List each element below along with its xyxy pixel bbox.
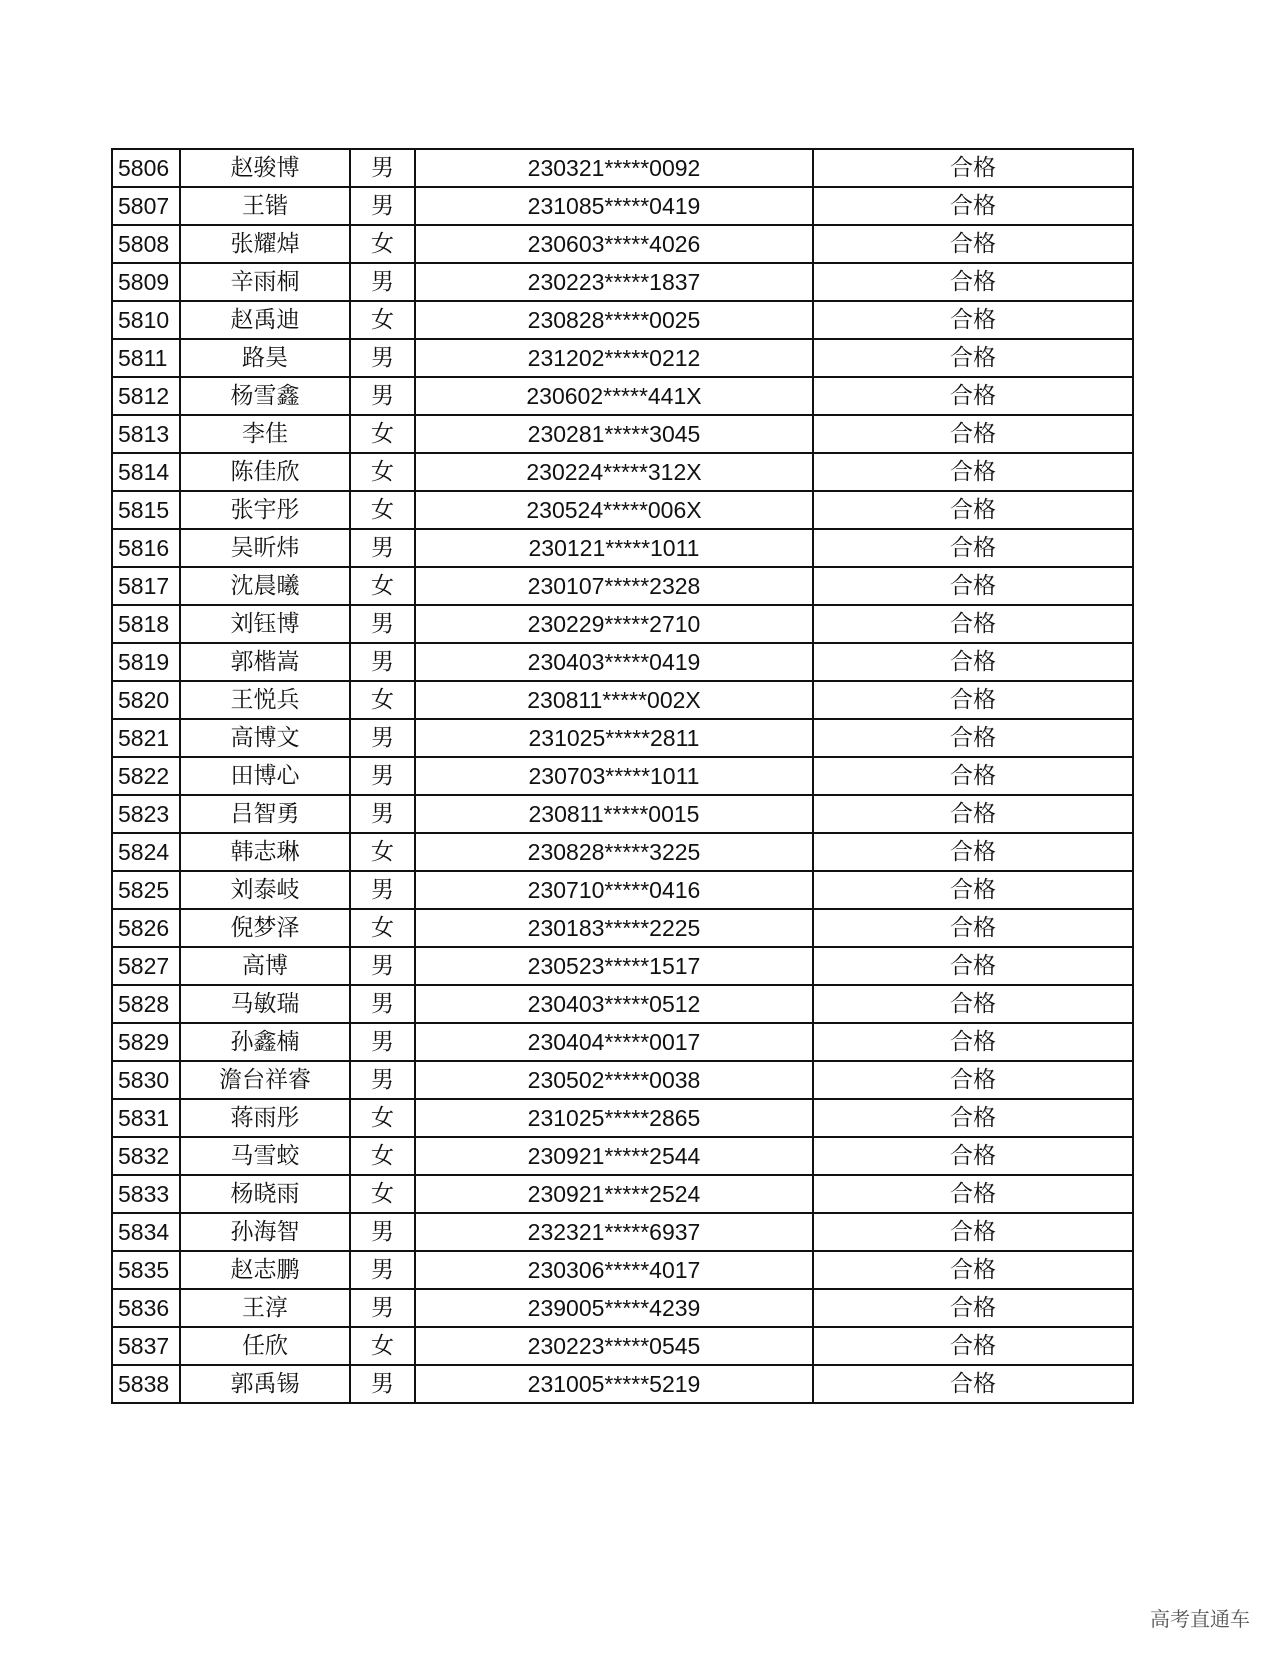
cell-gender: 男 <box>350 719 415 757</box>
cell-id-number: 230921*****2544 <box>415 1137 813 1175</box>
cell-name: 倪梦泽 <box>180 909 350 947</box>
cell-result: 合格 <box>813 225 1133 263</box>
cell-id-number: 230321*****0092 <box>415 149 813 187</box>
cell-id-number: 230710*****0416 <box>415 871 813 909</box>
cell-result: 合格 <box>813 947 1133 985</box>
cell-gender: 女 <box>350 491 415 529</box>
cell-id-number: 230523*****1517 <box>415 947 813 985</box>
cell-name: 刘泰岐 <box>180 871 350 909</box>
cell-name: 赵禹迪 <box>180 301 350 339</box>
table-row <box>112 795 1133 833</box>
cell-number: 5822 <box>112 757 180 795</box>
cell-id-number: 230183*****2225 <box>415 909 813 947</box>
cell-number: 5812 <box>112 377 180 415</box>
cell-number: 5834 <box>112 1213 180 1251</box>
cell-gender: 男 <box>350 1023 415 1061</box>
cell-number: 5813 <box>112 415 180 453</box>
cell-result: 合格 <box>813 1289 1133 1327</box>
cell-result: 合格 <box>813 491 1133 529</box>
cell-gender: 男 <box>350 795 415 833</box>
cell-number: 5835 <box>112 1251 180 1289</box>
cell-number: 5808 <box>112 225 180 263</box>
cell-number: 5809 <box>112 263 180 301</box>
cell-name: 赵志鹏 <box>180 1251 350 1289</box>
cell-name: 马敏瑞 <box>180 985 350 1023</box>
cell-name: 路昊 <box>180 339 350 377</box>
cell-gender: 男 <box>350 757 415 795</box>
table-row <box>112 149 1133 187</box>
cell-number: 5825 <box>112 871 180 909</box>
cell-id-number: 230502*****0038 <box>415 1061 813 1099</box>
table-row <box>112 1213 1133 1251</box>
table-row <box>112 225 1133 263</box>
cell-id-number: 230603*****4026 <box>415 225 813 263</box>
cell-id-number: 230524*****006X <box>415 491 813 529</box>
cell-id-number: 230107*****2328 <box>415 567 813 605</box>
watermark-text: 高考直通车 <box>1150 1607 1250 1631</box>
cell-gender: 女 <box>350 681 415 719</box>
cell-result: 合格 <box>813 985 1133 1023</box>
cell-name: 王锴 <box>180 187 350 225</box>
cell-id-number: 230811*****0015 <box>415 795 813 833</box>
cell-result: 合格 <box>813 833 1133 871</box>
cell-id-number: 230602*****441X <box>415 377 813 415</box>
cell-result: 合格 <box>813 377 1133 415</box>
cell-name: 王淳 <box>180 1289 350 1327</box>
cell-name: 吕智勇 <box>180 795 350 833</box>
cell-id-number: 230921*****2524 <box>415 1175 813 1213</box>
cell-name: 田博心 <box>180 757 350 795</box>
cell-number: 5816 <box>112 529 180 567</box>
cell-number: 5807 <box>112 187 180 225</box>
cell-result: 合格 <box>813 301 1133 339</box>
cell-result: 合格 <box>813 1137 1133 1175</box>
cell-id-number: 230703*****1011 <box>415 757 813 795</box>
cell-number: 5831 <box>112 1099 180 1137</box>
cell-gender: 男 <box>350 263 415 301</box>
table-row <box>112 909 1133 947</box>
cell-id-number: 231202*****0212 <box>415 339 813 377</box>
cell-name: 高博文 <box>180 719 350 757</box>
table-row <box>112 1061 1133 1099</box>
cell-name: 孙海智 <box>180 1213 350 1251</box>
cell-number: 5810 <box>112 301 180 339</box>
table-row <box>112 1137 1133 1175</box>
cell-gender: 男 <box>350 529 415 567</box>
cell-number: 5829 <box>112 1023 180 1061</box>
table-row <box>112 1365 1133 1403</box>
table-row <box>112 377 1133 415</box>
cell-gender: 女 <box>350 225 415 263</box>
cell-id-number: 230306*****4017 <box>415 1251 813 1289</box>
cell-name: 郭楷嵩 <box>180 643 350 681</box>
cell-gender: 男 <box>350 187 415 225</box>
cell-number: 5838 <box>112 1365 180 1403</box>
cell-gender: 女 <box>350 1137 415 1175</box>
cell-result: 合格 <box>813 1365 1133 1403</box>
table-row <box>112 1023 1133 1061</box>
cell-name: 澹台祥睿 <box>180 1061 350 1099</box>
cell-number: 5824 <box>112 833 180 871</box>
cell-result: 合格 <box>813 1099 1133 1137</box>
cell-number: 5837 <box>112 1327 180 1365</box>
cell-number: 5821 <box>112 719 180 757</box>
table-row <box>112 453 1133 491</box>
cell-result: 合格 <box>813 757 1133 795</box>
cell-result: 合格 <box>813 909 1133 947</box>
cell-number: 5830 <box>112 1061 180 1099</box>
table-row <box>112 1099 1133 1137</box>
cell-id-number: 230223*****1837 <box>415 263 813 301</box>
table-row <box>112 1175 1133 1213</box>
table-row <box>112 491 1133 529</box>
cell-gender: 女 <box>350 453 415 491</box>
cell-id-number: 230403*****0512 <box>415 985 813 1023</box>
table-row <box>112 643 1133 681</box>
table-row <box>112 415 1133 453</box>
cell-result: 合格 <box>813 795 1133 833</box>
cell-number: 5832 <box>112 1137 180 1175</box>
cell-number: 5827 <box>112 947 180 985</box>
cell-name: 沈晨曦 <box>180 567 350 605</box>
cell-id-number: 239005*****4239 <box>415 1289 813 1327</box>
cell-result: 合格 <box>813 1251 1133 1289</box>
cell-number: 5820 <box>112 681 180 719</box>
cell-name: 王悦兵 <box>180 681 350 719</box>
table-row <box>112 985 1133 1023</box>
cell-id-number: 230403*****0419 <box>415 643 813 681</box>
cell-gender: 男 <box>350 1251 415 1289</box>
cell-name: 李佳 <box>180 415 350 453</box>
cell-id-number: 230224*****312X <box>415 453 813 491</box>
cell-id-number: 230121*****1011 <box>415 529 813 567</box>
cell-number: 5823 <box>112 795 180 833</box>
cell-number: 5815 <box>112 491 180 529</box>
cell-gender: 女 <box>350 301 415 339</box>
results-table <box>111 148 1134 1404</box>
cell-number: 5817 <box>112 567 180 605</box>
cell-gender: 女 <box>350 909 415 947</box>
results-table-body <box>112 149 1133 1403</box>
cell-result: 合格 <box>813 529 1133 567</box>
cell-id-number: 231025*****2865 <box>415 1099 813 1137</box>
cell-gender: 男 <box>350 1365 415 1403</box>
table-row <box>112 187 1133 225</box>
cell-result: 合格 <box>813 681 1133 719</box>
cell-number: 5806 <box>112 149 180 187</box>
table-row <box>112 605 1133 643</box>
cell-number: 5818 <box>112 605 180 643</box>
cell-id-number: 230811*****002X <box>415 681 813 719</box>
cell-id-number: 230229*****2710 <box>415 605 813 643</box>
cell-gender: 男 <box>350 1061 415 1099</box>
cell-gender: 男 <box>350 1213 415 1251</box>
cell-name: 辛雨桐 <box>180 263 350 301</box>
cell-number: 5811 <box>112 339 180 377</box>
cell-gender: 女 <box>350 567 415 605</box>
cell-gender: 女 <box>350 1099 415 1137</box>
table-row <box>112 833 1133 871</box>
cell-name: 韩志琳 <box>180 833 350 871</box>
cell-name: 马雪蛟 <box>180 1137 350 1175</box>
cell-result: 合格 <box>813 453 1133 491</box>
cell-id-number: 232321*****6937 <box>415 1213 813 1251</box>
cell-id-number: 231085*****0419 <box>415 187 813 225</box>
cell-name: 张宇彤 <box>180 491 350 529</box>
cell-id-number: 230828*****0025 <box>415 301 813 339</box>
cell-name: 赵骏博 <box>180 149 350 187</box>
table-row <box>112 301 1133 339</box>
cell-name: 吴昕炜 <box>180 529 350 567</box>
table-row <box>112 719 1133 757</box>
cell-result: 合格 <box>813 1023 1133 1061</box>
cell-name: 郭禹锡 <box>180 1365 350 1403</box>
cell-gender: 男 <box>350 149 415 187</box>
cell-result: 合格 <box>813 263 1133 301</box>
cell-result: 合格 <box>813 187 1133 225</box>
cell-id-number: 230281*****3045 <box>415 415 813 453</box>
cell-result: 合格 <box>813 643 1133 681</box>
cell-name: 蒋雨彤 <box>180 1099 350 1137</box>
table-row <box>112 529 1133 567</box>
cell-result: 合格 <box>813 1175 1133 1213</box>
cell-name: 杨雪鑫 <box>180 377 350 415</box>
cell-result: 合格 <box>813 871 1133 909</box>
cell-gender: 男 <box>350 1289 415 1327</box>
cell-id-number: 231005*****5219 <box>415 1365 813 1403</box>
cell-name: 张耀焯 <box>180 225 350 263</box>
cell-gender: 女 <box>350 1175 415 1213</box>
cell-gender: 男 <box>350 947 415 985</box>
cell-gender: 男 <box>350 871 415 909</box>
table-row <box>112 339 1133 377</box>
table-row <box>112 757 1133 795</box>
cell-name: 高博 <box>180 947 350 985</box>
cell-result: 合格 <box>813 415 1133 453</box>
table-row <box>112 1289 1133 1327</box>
cell-name: 陈佳欣 <box>180 453 350 491</box>
cell-result: 合格 <box>813 719 1133 757</box>
cell-gender: 女 <box>350 1327 415 1365</box>
cell-number: 5828 <box>112 985 180 1023</box>
cell-number: 5833 <box>112 1175 180 1213</box>
cell-result: 合格 <box>813 339 1133 377</box>
cell-result: 合格 <box>813 149 1133 187</box>
table-row <box>112 947 1133 985</box>
table-row <box>112 1327 1133 1365</box>
table-row <box>112 567 1133 605</box>
cell-gender: 男 <box>350 605 415 643</box>
cell-id-number: 230223*****0545 <box>415 1327 813 1365</box>
cell-number: 5814 <box>112 453 180 491</box>
table-row <box>112 263 1133 301</box>
cell-result: 合格 <box>813 1061 1133 1099</box>
table-row <box>112 871 1133 909</box>
cell-gender: 女 <box>350 415 415 453</box>
cell-result: 合格 <box>813 1327 1133 1365</box>
cell-id-number: 231025*****2811 <box>415 719 813 757</box>
cell-gender: 男 <box>350 339 415 377</box>
cell-gender: 女 <box>350 833 415 871</box>
cell-id-number: 230404*****0017 <box>415 1023 813 1061</box>
cell-result: 合格 <box>813 1213 1133 1251</box>
cell-gender: 男 <box>350 985 415 1023</box>
cell-gender: 男 <box>350 377 415 415</box>
cell-number: 5819 <box>112 643 180 681</box>
cell-name: 孙鑫楠 <box>180 1023 350 1061</box>
cell-id-number: 230828*****3225 <box>415 833 813 871</box>
cell-number: 5826 <box>112 909 180 947</box>
cell-number: 5836 <box>112 1289 180 1327</box>
cell-gender: 男 <box>350 643 415 681</box>
table-row <box>112 1251 1133 1289</box>
cell-name: 刘钰博 <box>180 605 350 643</box>
cell-result: 合格 <box>813 605 1133 643</box>
cell-name: 任欣 <box>180 1327 350 1365</box>
cell-name: 杨晓雨 <box>180 1175 350 1213</box>
table-row <box>112 681 1133 719</box>
cell-result: 合格 <box>813 567 1133 605</box>
